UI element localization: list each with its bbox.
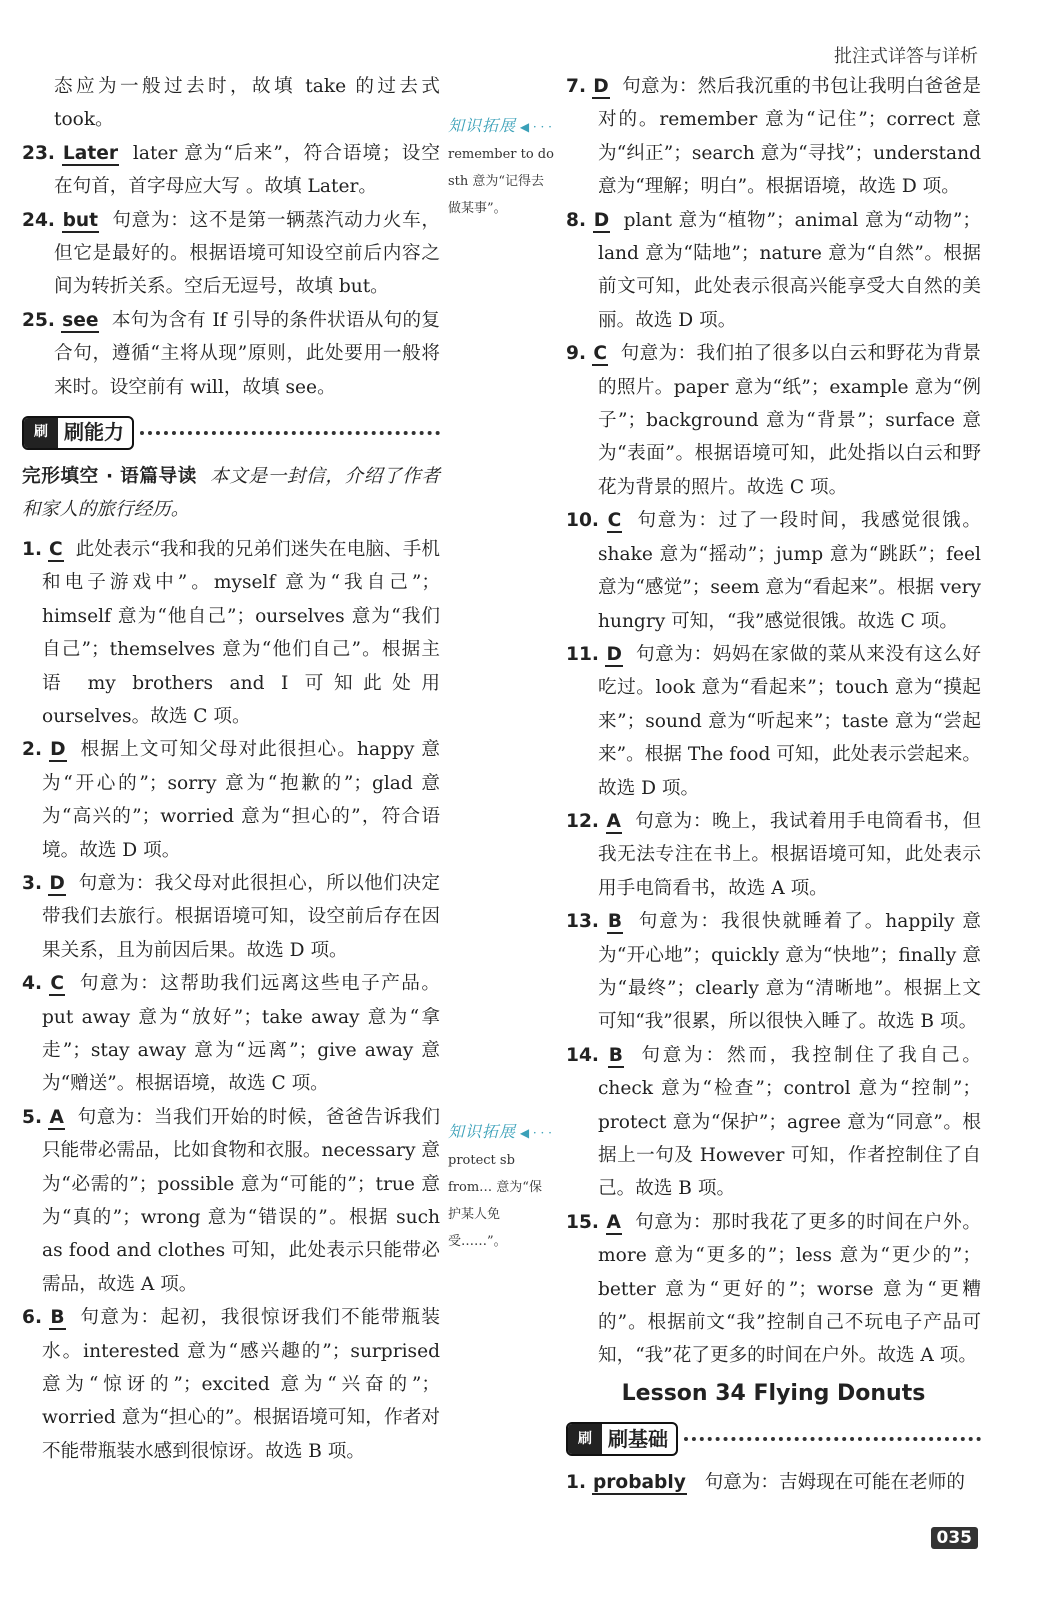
- answer-item: [566, 204, 981, 338]
- item-text: 句意为：我父母对此很担心，所以他们决定带我们去旅行。根据语境可知，设空前后存在因果关系，且为前因后果。故选 D 项。: [42, 872, 440, 961]
- lesson-title: Lesson 34 Flying Donuts: [621, 1380, 926, 1406]
- item-text: 句意为：晚上，我试着用手电筒看书，但我无法专注在书上。根据语境可知，此处表示用手电筒看书，故选 A 项。: [598, 810, 981, 899]
- knowledge-note-1: [448, 112, 554, 222]
- item-text: 句意为：当我们开始的时候，爸爸告诉我们只能带必需品，比如食物和衣服。necessary 意为“必需的”；possible 意为“可能的”；true 意为“真的”；wrong 意为“错误的”。根据 such as food and clothes 可知，此处表示只能带必需品，故选 A 项。: [42, 1106, 440, 1295]
- note-label: 知识拓展: [448, 116, 517, 135]
- note-label: 知识拓展: [448, 1122, 517, 1141]
- item-answer: D: [50, 739, 66, 761]
- item-text: 根据上文可知父母对此很担心。happy 意为“开心的”；sorry 意为“抱歉的”；glad 意为“高兴的”；worried 意为“担心的”，符合语境。故选 D 项。: [42, 739, 441, 861]
- item-text: 句意为：我们拍了很多以白云和野花为背景的照片。paper 意为“纸”；example 意为“例子”；background 意为“背景”；surface 意为“表面”。根据语境可知，此处指以白云和野花为背景的照片。故选 C 项。: [598, 343, 981, 498]
- item-answer: A: [606, 1211, 621, 1233]
- banner-title: 刷能力: [64, 420, 124, 445]
- item-number: 13.: [566, 911, 599, 933]
- item-number: 23.: [22, 142, 55, 164]
- left-column: [22, 70, 440, 1468]
- note-text: remember to do sth 意为“记得去做某事”。: [448, 147, 554, 216]
- item-answer: see: [62, 309, 99, 331]
- item-answer: Later: [62, 142, 118, 164]
- item-text: 句意为：然而，我控制住了我自己。check 意为“检查”；control 意为“控制”；protect 意为“保护”；agree 意为“同意”。根据上一句及 However 可知，作者控制住了自己。故选 B 项。: [598, 1044, 981, 1200]
- item-text: 句意为：然后我沉重的书包让我明白爸爸是对的。remember 意为“记住”；correct 意为“纠正”；search 意为“寻找”；understand 意为“理解；明白”。根据语境，故选 D 项。: [598, 76, 981, 198]
- answer-item: [22, 137, 440, 204]
- item-answer: B: [607, 911, 623, 933]
- answer-item: [566, 1039, 981, 1206]
- page-number: 035: [931, 1527, 979, 1549]
- item-answer: B: [50, 1307, 65, 1329]
- right-answer-list: [566, 70, 981, 1373]
- item-number: 2.: [22, 739, 43, 761]
- item-text: 句意为：起初，我很惊讶我们不能带瓶装水。interested 意为“感兴趣的”；surprised 意为“惊讶的”；excited 意为“兴奋的”；worried 意为“担心的”。根据语境可知，作者对不能带瓶装水感到很惊讶。故选 B 项。: [42, 1307, 440, 1462]
- item-answer: B: [608, 1044, 623, 1066]
- answer-item: [22, 533, 440, 733]
- item-number: 4.: [22, 973, 43, 995]
- item-number: 12.: [566, 810, 599, 832]
- item-text: 句意为：我很快就睡着了。happily 意为“开心地”；quickly 意为“快地”；finally 意为“最终”；clearly 意为“清晰地”。根据上文可知“我”很累，所以很快入睡了。故选 B 项。: [598, 911, 981, 1033]
- answer-item: [566, 805, 981, 905]
- intro-text: 本文是一封信，介绍了作者和家人的旅行经历。: [22, 466, 440, 521]
- brush-icon: 刷: [568, 1424, 602, 1454]
- answer-item: [566, 905, 981, 1039]
- arrow-icon: ◀ · · ·: [516, 1126, 552, 1140]
- item-number: 11.: [566, 643, 599, 665]
- item-number: 7.: [566, 76, 587, 97]
- item-number: 9.: [566, 343, 587, 365]
- item-number: 3.: [22, 872, 43, 894]
- item-answer: C: [49, 538, 63, 560]
- arrow-icon: ◀ · · ·: [516, 120, 552, 134]
- answer-item: [566, 1466, 981, 1499]
- item-text: 句意为：这帮助我们远离这些电子产品。put away 意为“放好”；take away 意为“拿走”；stay away 意为“远离”；give away 意为“赠送”。根据语境，故选 C 项。: [42, 973, 440, 1095]
- item-number: 6.: [22, 1307, 43, 1329]
- knowledge-note-2: [448, 1118, 554, 1255]
- item-number: 24.: [22, 209, 55, 231]
- item-number: 5.: [22, 1106, 43, 1128]
- left-answer-list: [22, 533, 440, 1468]
- answer-item: [566, 337, 981, 504]
- answer-item: [22, 204, 440, 304]
- answer-item: [566, 1206, 981, 1373]
- item-text: later 意为“后来”，符合语境；设空在句首，首字母应大写 。故填 Later。: [54, 142, 440, 198]
- item-text: 句意为：这不是第一辆蒸汽动力火车，但它是最好的。根据语境可知设空前后内容之间为转折关系。空后无逗号，故填 but。: [54, 209, 440, 298]
- item-number: 25.: [22, 309, 55, 331]
- item-answer: A: [606, 810, 621, 832]
- item-number: 15.: [566, 1211, 599, 1233]
- item-answer: C: [593, 343, 607, 365]
- right-column: [566, 70, 981, 1500]
- note-text: protect sb from… 意为“保护某人免受……”。: [448, 1153, 542, 1249]
- item-number: 1.: [22, 538, 43, 560]
- item-number: 14.: [566, 1044, 599, 1066]
- item-answer: C: [607, 510, 622, 532]
- page-header: 批注式详答与详析: [834, 46, 978, 67]
- answer-item: [22, 304, 440, 404]
- item-answer: but: [62, 209, 99, 231]
- continuation-text: 态应为一般过去时，故填 take 的过去式 took。: [54, 76, 440, 131]
- item-answer: C: [50, 973, 65, 995]
- banner-shua-jichu: [566, 1418, 981, 1460]
- item-text: 句意为：那时我花了更多的时间在户外。more 意为“更多的”；less 意为“更少的”；better 意为“更好的”；worse 意为“更糟的”。根据前文“我”控制自己不玩电子产品可知，“我”花了更多的时间在户外。故选 A 项。: [598, 1211, 981, 1367]
- answer-item: [566, 504, 981, 638]
- item-answer: D: [606, 643, 622, 665]
- answer-item: [566, 70, 981, 204]
- item-answer: D: [49, 872, 65, 894]
- item-text: 此处表示“我和我的兄弟们迷失在电脑、手机和电子游戏中”。myself 意为“我自己”；himself 意为“他自己”；ourselves 意为“我们自己”；themselves 意为“他们自己”。根据主语 my brothers and I 可知此处用 ourselves。故选 C 项。: [42, 538, 440, 727]
- item-answer: D: [593, 209, 610, 231]
- dotted-divider: [684, 1437, 981, 1441]
- item-answer: probably: [592, 1472, 686, 1494]
- brush-icon: 刷: [24, 418, 58, 448]
- banner-shua-nengli: [22, 412, 440, 454]
- item-number: 1.: [566, 1472, 587, 1494]
- answer-item: [22, 1101, 440, 1301]
- dotted-divider: [140, 431, 440, 435]
- item-answer: D: [593, 76, 609, 97]
- item-text: plant 意为“植物”；animal 意为“动物”；land 意为“陆地”；nature 意为“自然”。根据前文可知，此处表示很高兴能享受大自然的美丽。故选 D 项。: [598, 209, 981, 331]
- answer-item: [22, 867, 440, 967]
- item-number: 8.: [566, 209, 587, 231]
- answer-item: [566, 638, 981, 805]
- item-text: 句意为：妈妈在家做的菜从来没有这么好吃过。look 意为“看起来”；touch 意为“摸起来”；sound 意为“听起来”；taste 意为“尝起来”。根据 The food 可知，此处表示尝起来。故选 D 项。: [598, 643, 981, 799]
- answer-item: [22, 1301, 440, 1468]
- item-text: 本句为含有 If 引导的条件状语从句的复合句，遵循“主将从现”原则，此处要用一般将来时。设空前有 will，故填 see。: [54, 309, 440, 398]
- answer-item: [22, 967, 440, 1101]
- item-answer: A: [49, 1106, 64, 1128]
- item-text: 句意为：过了一段时间，我感觉很饿。shake 意为“摇动”；jump 意为“跳跃”；feel 意为“感觉”；seem 意为“看起来”。根据 very hungry 可知，“我”感觉很饿。故选 C 项。: [598, 510, 981, 632]
- cloze-intro: [22, 460, 440, 527]
- item-number: 10.: [566, 510, 599, 532]
- intro-label: 完形填空 · 语篇导读: [22, 466, 197, 488]
- answer-item: [22, 733, 440, 867]
- item-text: 句意为：吉姆现在可能在老师的: [704, 1472, 965, 1494]
- left-top-items: [22, 137, 440, 404]
- banner-title: 刷基础: [608, 1426, 668, 1451]
